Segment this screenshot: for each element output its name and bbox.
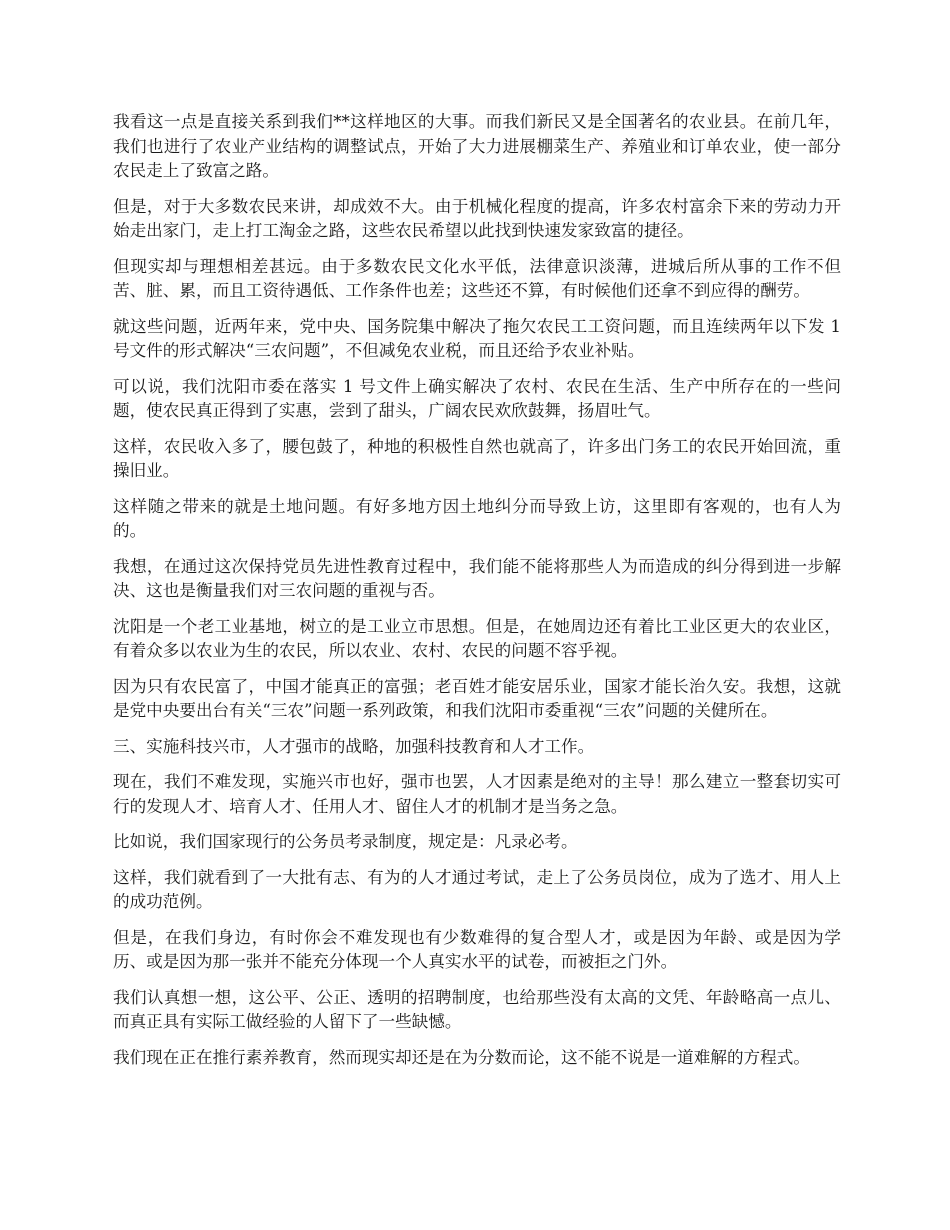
document-page bbox=[113, 110, 841, 1081]
paragraph-3: 但现实却与理想相差甚远。由于多数农民文化水平低，法律意识淡薄，进城后所从事的工作不但苦、脏、累，而且工资待遇低、工作条件也差；这些还不算，有时候他们还拿不到应得的酬劳。 bbox=[113, 256, 841, 300]
paragraph-13: 比如说，我们国家现行的公务员考录制度，规定是：凡录必考。 bbox=[113, 832, 578, 851]
paragraph-10: 因为只有农民富了，中国才能真正的富强；老百姓才能安居乐业，国家才能长治久安。我想，这就是党中央要出台有关“三农”问题一系列政策，和我们沈阳市委重视“三农”问题的关健所在。 bbox=[113, 676, 841, 720]
paragraph-7: 这样随之带来的就是土地问题。有好多地方因土地纠分而导致上访，这里即有客观的，也有人为的。 bbox=[113, 496, 841, 540]
paragraph-5: 可以说，我们沈阳市委在落实 1 号文件上确实解决了农村、农民在生活、生产中所存在的一些问题，使农民真正得到了实惠，尝到了甜头，广阔农民欢欣鼓舞，扬眉吐气。 bbox=[113, 376, 841, 420]
paragraph-14: 这样，我们就看到了一大批有志、有为的人才通过考试，走上了公务员岗位，成为了选才、用人上的成功范例。 bbox=[113, 867, 841, 911]
paragraph-1: 我看这一点是直接关系到我们**这样地区的大事。而我们新民又是全国著名的农业县。在前几年，我们也进行了农业产业结构的调整试点，开始了大力进展棚菜生产、养殖业和订单农业，使一部分农民走上了致富之路。 bbox=[113, 112, 841, 180]
paragraph-12: 现在，我们不难发现，实施兴市也好，强市也罢，人才因素是绝对的主导！那么建立一整套切实可行的发现人才、培育人才、任用人才、留住人才的机制才是当务之急。 bbox=[113, 772, 841, 816]
paragraph-2: 但是，对于大多数农民来讲，却成效不大。由于机械化程度的提高，许多农村富余下来的劳动力开始走出家门，走上打工淘金之路，这些农民希望以此找到快速发家致富的捷径。 bbox=[113, 196, 841, 240]
paragraph-4: 就这些问题，近两年来，党中央、国务院集中解决了拖欠农民工工资问题，而且连续两年以下发 1 号文件的形式解决“三农问题”，不但减免农业税，而且还给予农业补贴。 bbox=[113, 316, 841, 360]
paragraph-15: 但是，在我们身边，有时你会不难发现也有少数难得的复合型人才，或是因为年龄、或是因为学历、或是因为那一张并不能充分体现一个人真实水平的试卷，而被拒之门外。 bbox=[113, 927, 841, 971]
paragraph-8: 我想，在通过这次保持党员先进性教育过程中，我们能不能将那些人为而造成的纠分得到进一步解决、这也是衡量我们对三农问题的重视与否。 bbox=[113, 556, 841, 600]
paragraph-9: 沈阳是一个老工业基地，树立的是工业立市思想。但是，在她周边还有着比工业区更大的农业区，有着众多以农业为生的农民，所以农业、农村、农民的问题不容乎视。 bbox=[113, 616, 841, 660]
paragraph-16: 我们认真想一想，这公平、公正、透明的招聘制度，也给那些没有太高的文凭、年龄略高一点儿、而真正具有实际工做经验的人留下了一些缺憾。 bbox=[113, 987, 841, 1031]
paragraph-17: 我们现在正在推行素养教育，然而现实却还是在为分数而论，这不能不说是一道难解的方程式。 bbox=[113, 1047, 810, 1067]
section-heading: 三、实施科技兴市，人才强市的战略，加强科技教育和人才工作。 bbox=[113, 736, 595, 756]
paragraph-6: 这样，农民收入多了，腰包鼓了，种地的积极性自然也就高了，许多出门务工的农民开始回流，重操旧业。 bbox=[113, 436, 841, 480]
